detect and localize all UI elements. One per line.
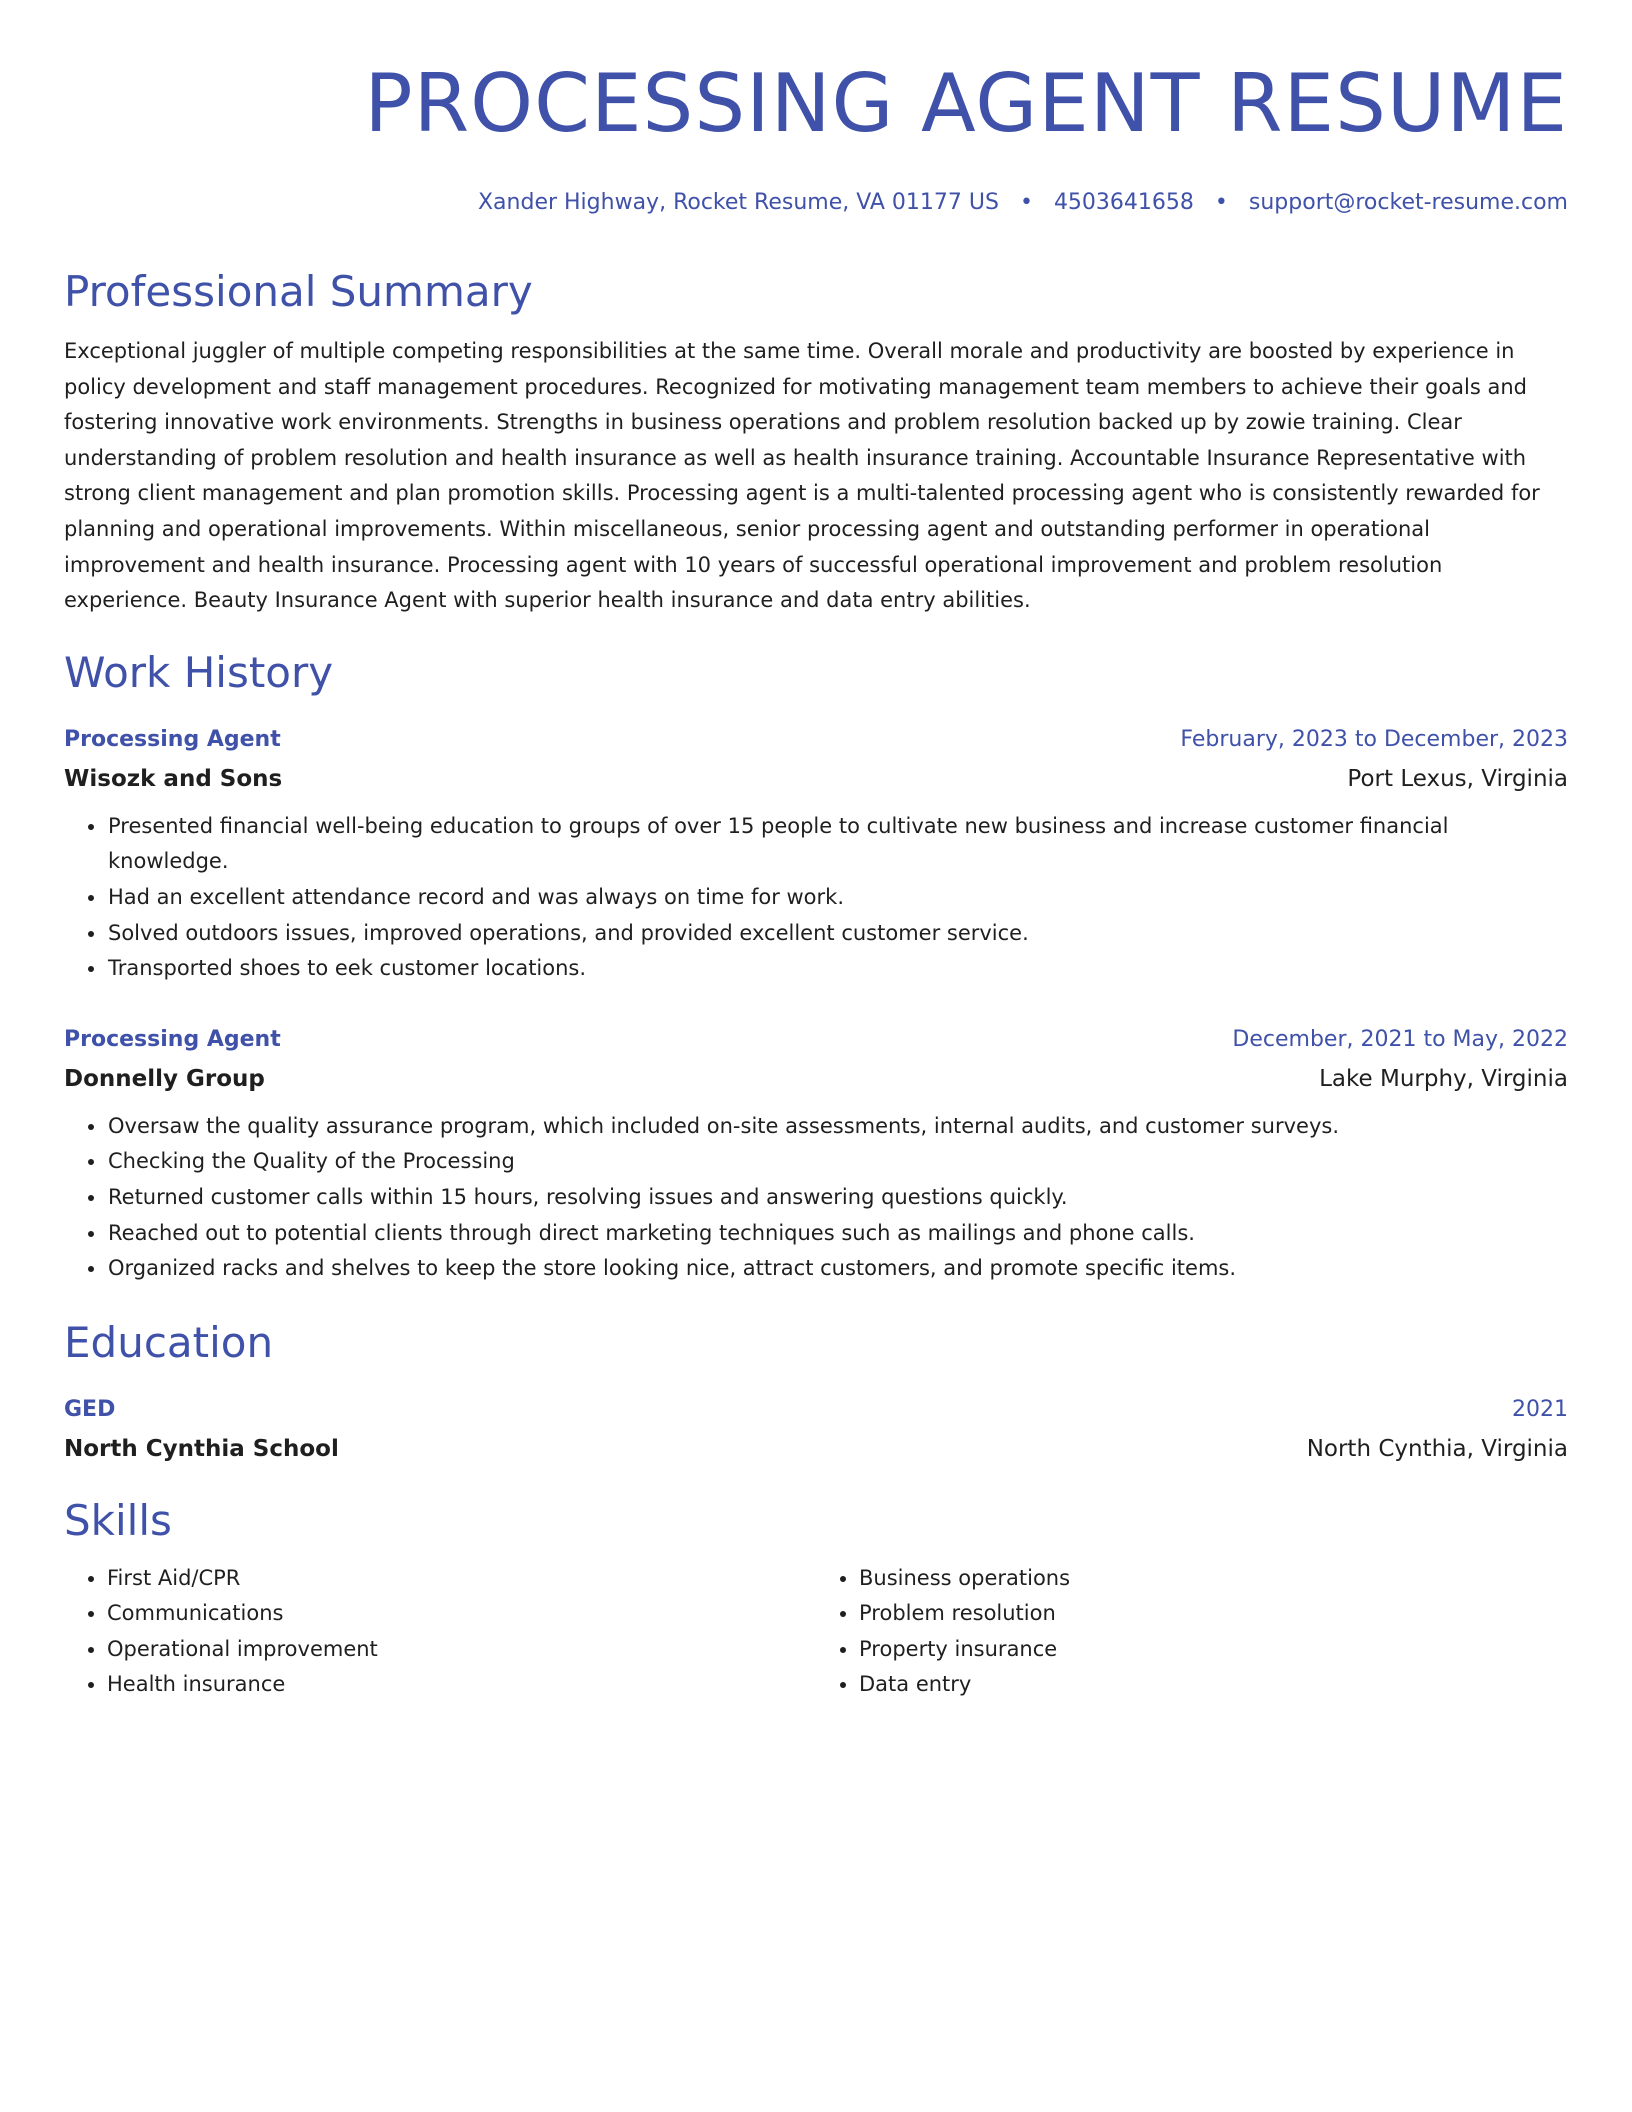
job-bullet: • Transported shoes to eek customer locations.: [107, 951, 1568, 987]
job-company-row: [64, 759, 1568, 799]
resume-header: [64, 54, 1568, 218]
job-bullet: • Returned customer calls within 15 hours, resolving issues and answering questions quickly.: [107, 1180, 1568, 1216]
contact-address: Xander Highway, Rocket Resume, VA 01177 US: [477, 190, 999, 215]
job-company: Wisozk and Sons: [64, 765, 283, 792]
job-dates: December, 2021 to May, 2022: [1232, 1026, 1568, 1052]
contact-phone: 4503641658: [1053, 190, 1194, 215]
summary-text: Exceptional juggler of multiple competing responsibilities at the same time. Overall morale and productivity are boosted by experience in policy development and staff management procedures. Recognized for motivating management team members to achieve their goals and fostering innovative work environments. Strengths in business operations and problem resolution backed up by zowie training. Clear understanding of problem resolution and health insurance as well as health insurance training. Accountable Insurance Representative with strong client management and plan promotion skills. Processing agent is a multi-talented processing agent who is consistently rewarded for planning and operational improvements. Within miscellaneous, senior processing agent and outstanding performer in operational improvement and health insurance. Processing agent with 10 years of successful operational improvement and problem resolution experience. Beauty Insurance Agent with superior health insurance and data entry abilities.: [64, 339, 1540, 613]
education-heading: Education: [64, 1317, 274, 1367]
job-header: [64, 721, 1568, 759]
job-bullet: • Oversaw the quality assurance program, which included on-site assessments, internal audits, and customer surveys.: [107, 1109, 1568, 1145]
summary-heading: Professional Summary: [64, 267, 533, 316]
contact-separator: •: [1019, 190, 1033, 215]
contact-line: [64, 188, 1568, 218]
job-bullets: [64, 1109, 1568, 1287]
education-school-row: [64, 1429, 1568, 1469]
job-bullet: • Checking the Quality of the Processing: [107, 1144, 1568, 1180]
education-year: 2021: [1512, 1396, 1568, 1422]
skills-list: [64, 1561, 1568, 1703]
skills-column-left: [64, 1561, 816, 1703]
job-entry: [64, 1021, 1568, 1287]
skill-item: • Data entry: [859, 1667, 1568, 1703]
resume-title: PROCESSING AGENT RESUME: [364, 57, 1568, 150]
job-position: Processing Agent: [64, 726, 281, 752]
skill-item: • Problem resolution: [859, 1596, 1568, 1632]
job-company: Donnelly Group: [64, 1065, 265, 1092]
job-bullet: • Solved outdoors issues, improved operations, and provided excellent customer service.: [107, 916, 1568, 952]
job-bullet: • Presented financial well-being education to groups of over 15 people to cultivate new business and increase customer financial knowledge.: [107, 809, 1568, 880]
skill-item: • First Aid/CPR: [107, 1561, 816, 1597]
work-history-heading: Work History: [64, 647, 334, 697]
education-degree: GED: [64, 1396, 116, 1422]
job-entry: [64, 721, 1568, 987]
education-school: North Cynthia School: [64, 1435, 339, 1462]
job-bullets: [64, 809, 1568, 987]
skill-item: • Health insurance: [107, 1667, 816, 1703]
education-location: North Cynthia, Virginia: [1306, 1435, 1568, 1462]
job-position: Processing Agent: [64, 1026, 281, 1052]
skill-item: • Business operations: [859, 1561, 1568, 1597]
job-company-row: [64, 1059, 1568, 1099]
job-bullet: • Had an excellent attendance record and was always on time for work.: [107, 880, 1568, 916]
job-bullet: • Organized racks and shelves to keep the store looking nice, attract customers, and promote specific items.: [107, 1251, 1568, 1287]
contact-separator: •: [1214, 190, 1228, 215]
job-header: [64, 1021, 1568, 1059]
skill-item: • Property insurance: [859, 1632, 1568, 1668]
job-dates: February, 2023 to December, 2023: [1180, 726, 1568, 752]
job-location: Lake Murphy, Virginia: [1319, 1065, 1568, 1092]
job-bullet: • Reached out to potential clients through direct marketing techniques such as mailings and phone calls.: [107, 1216, 1568, 1252]
education-header: [64, 1391, 1568, 1429]
skills-column-right: [816, 1561, 1568, 1703]
education-entry: [64, 1391, 1568, 1469]
skills-heading: Skills: [64, 1495, 172, 1545]
contact-email: support@rocket-resume.com: [1248, 190, 1568, 215]
skill-item: • Communications: [107, 1596, 816, 1632]
skill-item: • Operational improvement: [107, 1632, 816, 1668]
job-location: Port Lexus, Virginia: [1347, 765, 1568, 792]
